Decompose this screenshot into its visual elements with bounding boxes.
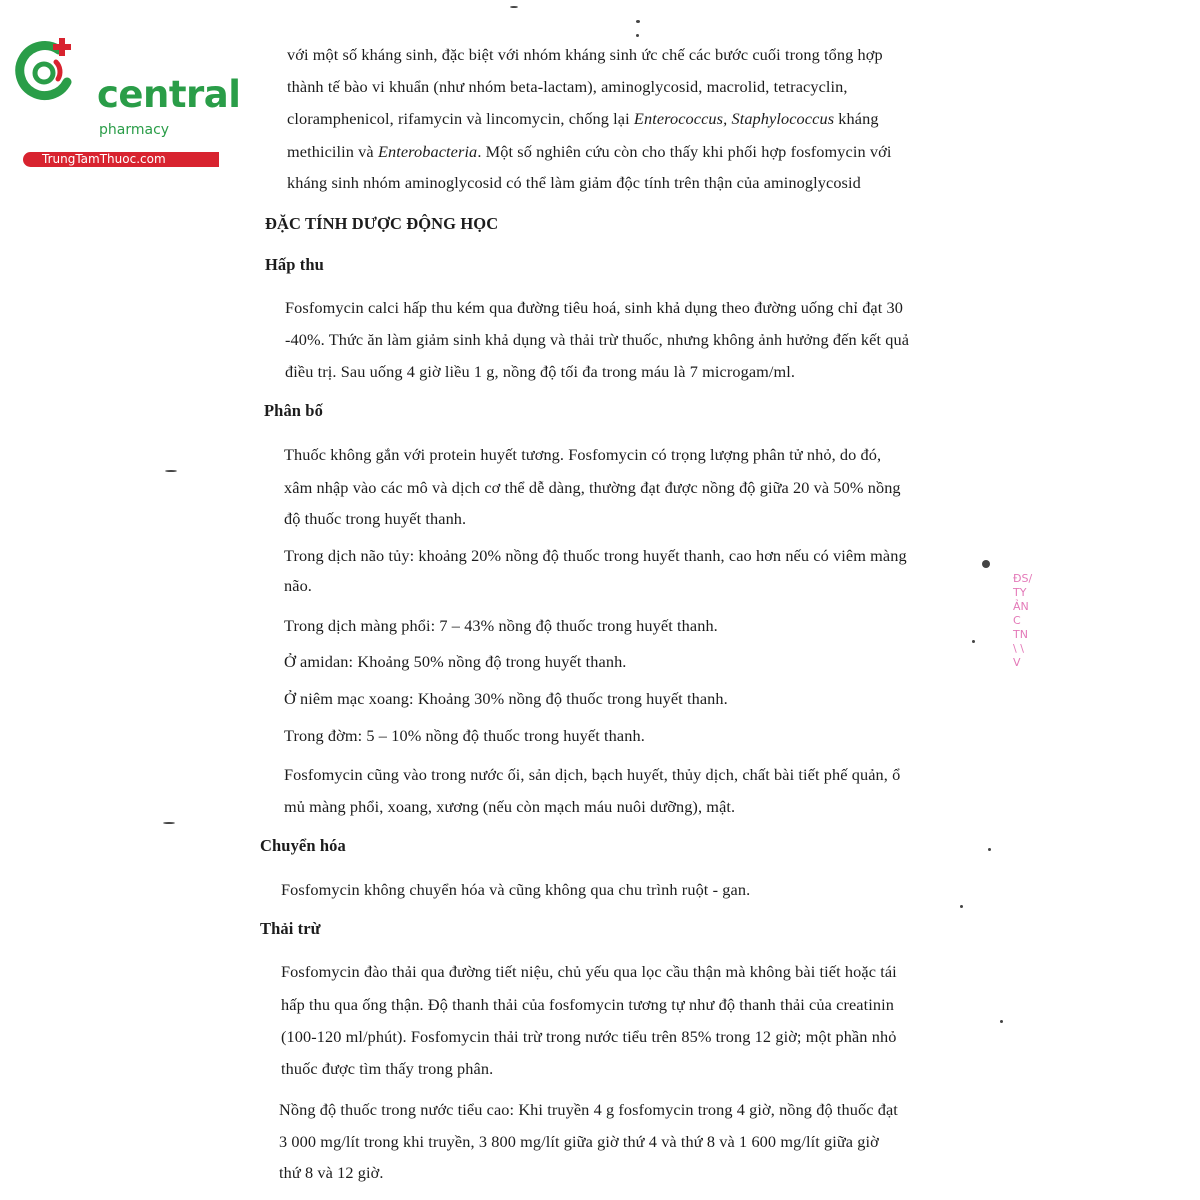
paragraph-line: Nồng độ thuốc trong nước tiểu cao: Khi truyền 4 g fosfomycin trong 4 giờ, nồng độ thuốc đạt [279, 1100, 898, 1119]
stamp-text: ĐS/ [1013, 572, 1033, 585]
subheading-distribution: Phân bố [264, 401, 323, 420]
brand-subtitle: pharmacy [99, 122, 170, 138]
paragraph-line: với một số kháng sinh, đặc biệt với nhóm kháng sinh ức chế các bước cuối trong tổng hợp [287, 45, 883, 64]
paragraph-line: thuốc được tìm thấy trong phân. [281, 1059, 494, 1078]
paragraph-line: thứ 8 và 12 giờ. [279, 1163, 384, 1182]
scan-speck [510, 6, 518, 8]
stamp-text: ẢN [1013, 600, 1029, 613]
subheading-metabolism: Chuyển hóa [260, 836, 346, 855]
paragraph-line: Thuốc không gắn với protein huyết tương. Fosfomycin có trọng lượng phân tử nhỏ, do đó, [284, 445, 882, 464]
stamp-text: C [1013, 614, 1021, 627]
scan-speck [636, 34, 639, 37]
paragraph-line: Fosfomycin cũng vào trong nước ối, sản dịch, bạch huyết, thủy dịch, chất bài tiết phế quản, ổ [284, 765, 901, 784]
scan-speck [988, 848, 991, 851]
scan-speck [163, 822, 175, 824]
paragraph-line: não. [284, 576, 312, 595]
stamp-text: V [1013, 656, 1021, 669]
paragraph-line: Ở amidan: Khoảng 50% nồng độ trong huyết thanh. [284, 652, 627, 671]
section-heading-pharmacokinetics: ĐẶC TÍNH DƯỢC ĐỘNG HỌC [265, 214, 499, 233]
scan-speck [982, 560, 990, 568]
stamp-text: TN [1013, 628, 1028, 641]
paragraph-line: độ thuốc trong huyết thanh. [284, 509, 467, 528]
subheading-absorption: Hấp thu [265, 255, 324, 274]
paragraph-line: kháng sinh nhóm aminoglycosid có thể làm giảm độc tính trên thận của aminoglycosid [287, 173, 861, 192]
stamp-text: TY [1013, 586, 1027, 599]
paragraph-line: Trong đờm: 5 – 10% nồng độ thuốc trong huyết thanh. [284, 726, 645, 745]
paragraph-line: 3 000 mg/lít trong khi truyền, 3 800 mg/lít giữa giờ thứ 4 và thứ 8 và 1 600 mg/lít giữa giờ [279, 1132, 879, 1151]
paragraph-line: điều trị. Sau uống 4 giờ liều 1 g, nồng độ tối đa trong máu là 7 microgam/ml. [285, 362, 796, 381]
scan-speck [960, 905, 963, 908]
paragraph-line: mủ màng phổi, xoang, xương (nếu còn mạch máu nuôi dưỡng), mật. [284, 797, 736, 816]
paragraph-line: Trong dịch não tủy: khoảng 20% nồng độ thuốc trong huyết thanh, cao hơn nếu có viêm màng [284, 546, 907, 565]
paragraph-line: Fosfomycin calci hấp thu kém qua đường tiêu hoá, sinh khả dụng theo đường uống chỉ đạt 30 [285, 298, 904, 317]
paragraph-line: Trong dịch màng phổi: 7 – 43% nồng độ thuốc trong huyết thanh. [284, 616, 718, 635]
subheading-excretion: Thải trừ [260, 919, 321, 938]
brand-domain: TrungTamThuoc.com [42, 152, 166, 166]
paragraph-line: xâm nhập vào các mô và dịch cơ thể dễ dàng, thường đạt được nồng độ giữa 20 và 50% nồng [284, 478, 901, 497]
scan-speck [1000, 1020, 1003, 1023]
brand-name: central [97, 73, 241, 116]
paragraph-line: thành tế bào vi khuẩn (như nhóm beta-lactam), aminoglycosid, macrolid, tetracyclin, [287, 77, 848, 96]
faded-stamp [1013, 572, 1037, 740]
paragraph-line: Fosfomycin đào thải qua đường tiết niệu, chủ yếu qua lọc cầu thận mà không bài tiết hoặc tái [281, 962, 897, 981]
paragraph-line: Fosfomycin không chuyển hóa và cũng không qua chu trình ruột - gan. [281, 880, 751, 899]
paragraph-line: methicilin và Enterobacteria. Một số nghiên cứu còn cho thấy khi phối hợp fosfomycin với [287, 142, 892, 161]
scan-speck [165, 470, 177, 472]
paragraph-line: hấp thu qua ống thận. Độ thanh thải của fosfomycin tương tự như độ thanh thải của creatinin [281, 995, 894, 1014]
paragraph-line: (100-120 ml/phút). Fosfomycin thải trừ trong nước tiểu trên 85% trong 12 giờ; một phần nhỏ [281, 1027, 897, 1046]
stamp-text: \ \ [1013, 642, 1024, 655]
scan-speck [972, 640, 975, 643]
paragraph-line: cloramphenicol, rifamycin và lincomycin, chống lại Enterococcus, Staphylococcus kháng [287, 109, 879, 128]
paragraph-line: Ở niêm mạc xoang: Khoảng 30% nồng độ thuốc trong huyết thanh. [284, 689, 728, 708]
paragraph-line: -40%. Thức ăn làm giảm sinh khả dụng và thải trừ thuốc, nhưng không ảnh hưởng đến kết quả [285, 330, 910, 349]
scan-speck [636, 20, 640, 23]
